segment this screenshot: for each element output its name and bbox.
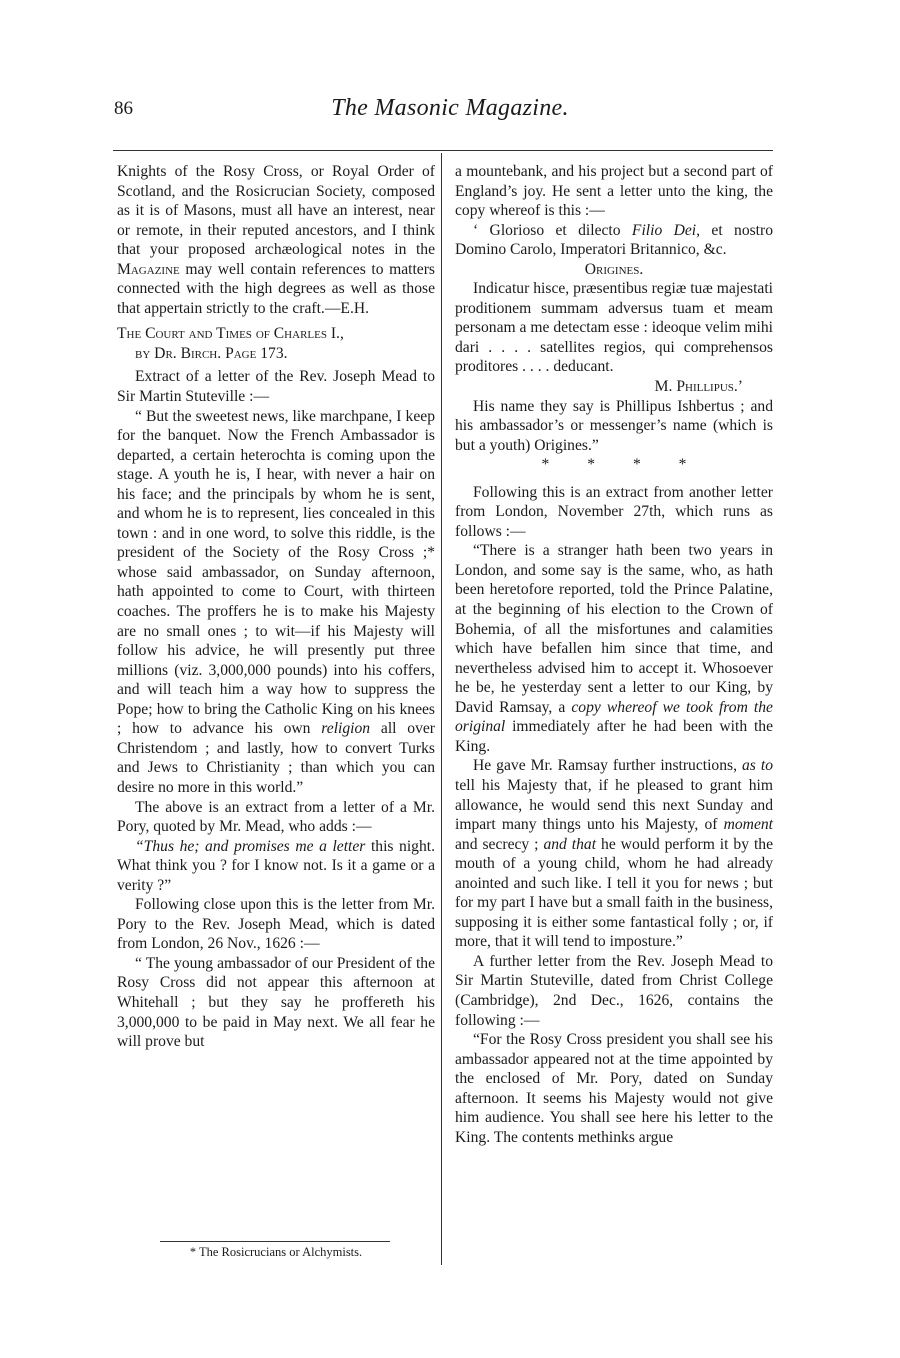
paragraph: His name they say is Phillipus Ishbertus ; and his ambassador’s or messenger’s name (which is but a youth) Origines.” xyxy=(455,397,773,454)
header-rule xyxy=(113,150,773,151)
signature: M. Phillipus.’ xyxy=(654,378,743,396)
subheading: Origines. xyxy=(584,260,644,278)
right-column xyxy=(455,162,773,1147)
paragraph: Following close upon this is the letter from Mr. Pory to the Rev. Joseph Mead, which is dated from London, 26 Nov., 1626 :— xyxy=(117,896,435,953)
paragraph: “ The young ambassador of our President of the Rosy Cross did not appear this afternoon at Whitehall ; but they say he proffereth his 3,000,000 to be paid in May next. We all fear he will prove but xyxy=(117,954,435,1051)
section-break: * * * * xyxy=(541,456,687,474)
paragraph: Extract of a letter of the Rev. Joseph Mead to Sir Martin Stuteville :— xyxy=(117,368,435,406)
paragraph: a mountebank, and his project but a second part of England’s joy. He sent a letter unto the king, the copy whereof is this :— xyxy=(455,163,773,220)
paragraph: Knights of the Rosy Cross, or Royal Order of Scotland, and the Rosicrucian Society, composed as it is of Masons, must all have an interest, near or remote, in their reputed ancestors, and I think that your proposed archæological notes in the Magazine may well contain references to matters connected with the high degrees as well as those that appertain strictly to the craft.—E.H. xyxy=(117,163,435,317)
paragraph: “ But the sweetest news, like marchpane, I keep for the banquet. Now the French Ambassador is departed, a certain heterochta is coming upon the stage. A youth he is, I hear, with never a hair on his face; and the principals by whom he is sent, and whom he is to represent, lies concealed in this town : and in one word, to solve this riddle, is the president of the Society of the Rosy Cross ;* whose said ambassador, on Sunday afternoon, hath appointed to come to Court, with thirteen coaches. The proffers he is to make his Majesty are no small ones ; to wit—if his Majesty will follow his advice, he will presently put three millions (viz. 3,000,000 pounds) into his coffers, and will teach him a way how to suppress the Pope; how to bring the Catholic King on his knees ; how to advance his own religion all over Christendom ; and lastly, how to convert Turks and Jews to Christianity ; than which you can desire no more in this world.” xyxy=(117,407,436,796)
paragraph: Following this is an extract from another letter from London, November 27th, which runs as follows :— xyxy=(455,483,773,540)
paragraph: The above is an extract from a letter of a Mr. Pory, quoted by Mr. Mead, who adds :— xyxy=(117,798,435,836)
paragraph: “There is a stranger hath been two years in London, and some say is the same, who, as hath been heretofore reported, told the Prince Palatine, at the beginning of his election to the Crown of Bohemia, of all the misfortunes and calamities which have befallen him since that time, and nevertheless advised him to accept it. Whosoever he be, he yesterday sent a letter to our King, by David Ramsay, a copy whereof we took from the original immediately after he had been with the King. xyxy=(455,542,773,755)
column-divider xyxy=(441,153,442,1265)
running-title: The Masonic Magazine. xyxy=(331,95,569,121)
paragraph: “Thus he; and promises me a letter this night. What think you ? for I know not. Is it a game or a verity ?” xyxy=(117,837,435,894)
paragraph: ‘ Glorioso et dilecto Filio Dei, et nostro Domino Carolo, Imperatori Britannico, &c. xyxy=(455,221,774,259)
paragraph: He gave Mr. Ramsay further instructions, as to tell his Majesty that, if he pleased to grant him allowance, he would send this next Sunday and impart many things unto his Majesty, of moment and secrecy ; and that he would perform it by the mouth of a young child, whom he had already anointed and such like. I tell it you for news ; but for my part I have but a small faith in the business, supposing it is either some fantastical folly ; or, if more, that it will tend to imposture.” xyxy=(455,757,773,951)
left-column xyxy=(117,162,435,1052)
footnote-rule xyxy=(160,1241,390,1242)
section-heading: The Court and Times of Charles I., by Dr. Birch. Page 173. xyxy=(117,325,344,362)
paragraph: “For the Rosy Cross president you shall see his ambassador appeared not at the time appointed by the enclosed of Mr. Pory, dated on Sunday afternoon. It seems his Majesty would not give him audience. You shall see here his letter to the King. The contents methinks argue xyxy=(455,1031,773,1146)
footnote: * The Rosicrucians or Alchymists. xyxy=(189,1245,363,1259)
paragraph: A further letter from the Rev. Joseph Mead to Sir Martin Stuteville, dated from Christ College (Cambridge), 2nd Dec., 1626, contains the following :— xyxy=(455,952,773,1029)
paragraph: Indicatur hisce, præsentibus regiæ tuæ majestati proditionem summam adversus tuam et meam personam a me detectam esse : ideoque velim mihi dari . . . . satellites regios, qui comprehensos proditores . . . . deducant. xyxy=(455,280,773,376)
page-number: 86 xyxy=(114,98,133,119)
